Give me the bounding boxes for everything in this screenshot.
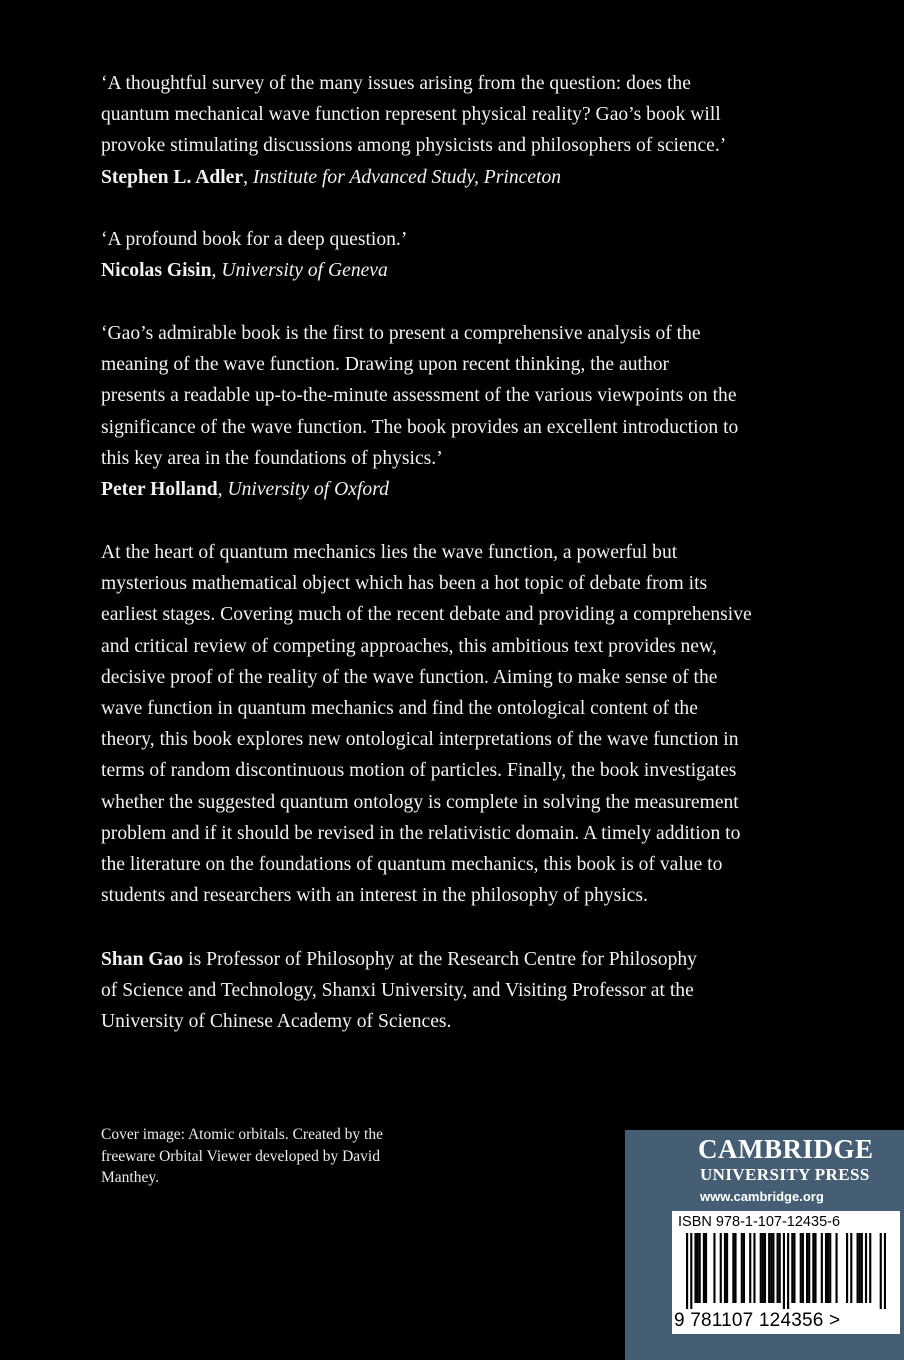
endorser-attribution xyxy=(101,474,801,505)
barcode-bar xyxy=(829,1233,831,1303)
barcode-bar xyxy=(762,1233,764,1303)
barcode-bar xyxy=(777,1233,779,1303)
publisher-panel xyxy=(625,1130,904,1360)
publisher-website: www.cambridge.org xyxy=(700,1189,824,1204)
barcode-guard-bar xyxy=(783,1233,785,1309)
description-line: terms of random discontinuous motion of particles. Finally, the book investigates xyxy=(101,760,737,782)
description-line: wave function in quantum mechanics and find the ontological content of the xyxy=(101,698,698,720)
quote-line: presents a readable up-to-the-minute assessment of the various viewpoints on the xyxy=(101,385,737,407)
description-line: and critical review of competing approaches, this ambitious text provides new, xyxy=(101,635,717,657)
attribution-separator: , xyxy=(211,260,222,282)
barcode-bar xyxy=(749,1233,751,1303)
quote-line: quantum mechanical wave function represent physical reality? Gao’s book will xyxy=(101,104,721,126)
endorsement-holland xyxy=(101,318,801,505)
endorser-name: Peter Holland xyxy=(101,479,218,501)
barcode-bar xyxy=(732,1233,734,1303)
barcode-bar xyxy=(703,1233,705,1303)
endorser-affiliation: University of Geneva xyxy=(221,260,388,282)
endorser-affiliation: University of Oxford xyxy=(227,479,389,501)
publisher-logo-subtitle: UNIVERSITY PRESS xyxy=(700,1165,870,1184)
author-bio xyxy=(101,944,801,1038)
barcode-bar xyxy=(806,1233,808,1303)
endorser-attribution xyxy=(101,255,801,286)
author-name: Shan Gao xyxy=(101,949,184,970)
barcode-bar xyxy=(802,1233,804,1303)
description-line: theory, this book explores new ontological interpretations of the wave function in xyxy=(101,729,739,751)
barcode-bar xyxy=(835,1233,837,1303)
quote-line: this key area in the foundations of physics.’ xyxy=(101,447,443,469)
barcode-guard-bar xyxy=(880,1233,882,1309)
barcode-bar xyxy=(779,1233,781,1303)
cover-image-credit xyxy=(101,1124,431,1189)
barcode-bar xyxy=(726,1233,728,1303)
barcode-bar xyxy=(861,1233,863,1303)
endorser-affiliation: Institute for Advanced Study, Princeton xyxy=(252,166,562,188)
credit-line: Cover image: Atomic orbitals. Created by the xyxy=(101,1126,383,1143)
endorser-name: Nicolas Gisin xyxy=(101,260,212,282)
barcode-bar xyxy=(825,1233,827,1303)
barcode-bar xyxy=(705,1233,707,1303)
barcode-bar xyxy=(850,1233,852,1303)
barcode-guard-bar xyxy=(690,1233,692,1309)
barcode-bars xyxy=(686,1233,886,1309)
description-line: problem and if it should be revised in the relativistic domain. A timely addition to xyxy=(101,822,741,844)
credit-line: Manthey. xyxy=(101,1169,159,1187)
attribution-separator: , xyxy=(217,479,228,501)
barcode-bar xyxy=(812,1233,814,1303)
author-bio-text: is Professor of Philosophy at the Research Centre for Philosophy xyxy=(183,949,697,970)
description-line: the literature on the foundations of quantum mechanics, this book is of value to xyxy=(101,854,723,876)
author-bio-line xyxy=(101,944,801,975)
barcode-bar xyxy=(741,1233,743,1303)
barcode-bar xyxy=(724,1233,726,1303)
quote-line: provoke stimulating discussions among physicists and philosophers of science.’ xyxy=(101,135,727,157)
barcode-bar xyxy=(793,1233,795,1303)
credit-line: freeware Orbital Viewer developed by David xyxy=(101,1147,380,1165)
book-description xyxy=(101,537,801,911)
endorser-attribution xyxy=(101,162,801,193)
barcode-bar xyxy=(800,1233,802,1303)
barcode-bar xyxy=(699,1233,701,1303)
barcode-bar xyxy=(791,1233,793,1303)
description-line: At the heart of quantum mechanics lies the wave function, a powerful but xyxy=(101,542,678,563)
barcode-bar xyxy=(720,1233,722,1303)
barcode-guard-bar xyxy=(884,1233,886,1309)
barcode-digits: 9 781107 124356 > xyxy=(674,1310,841,1331)
description-line: whether the suggested quantum ontology is complete in solving the measurement xyxy=(101,791,739,813)
attribution-separator: , xyxy=(243,166,253,188)
quote-line: meaning of the wave function. Drawing upon recent thinking, the author xyxy=(101,354,670,376)
barcode-bar xyxy=(821,1233,823,1303)
barcode-bar xyxy=(859,1233,861,1303)
author-bio-line: University of Chinese Academy of Sciences. xyxy=(101,1011,452,1033)
quote-line: ‘A profound book for a deep question.’ xyxy=(101,229,408,250)
author-bio-line: of Science and Technology, Shanxi University, and Visiting Professor at the xyxy=(101,980,694,1002)
publisher-logo-name: CAMBRIDGE xyxy=(698,1134,874,1164)
quote-line: ‘A thoughtful survey of the many issues arising from the question: does the xyxy=(101,73,691,94)
description-line: mysterious mathematical object which has been a hot topic of debate from its xyxy=(101,573,708,595)
barcode-bar xyxy=(827,1233,829,1303)
barcode-bar xyxy=(814,1233,816,1303)
barcode-bar xyxy=(743,1233,745,1303)
description-line: earliest stages. Covering much of the recent debate and providing a comprehensive xyxy=(101,604,752,626)
isbn-barcode xyxy=(672,1211,900,1334)
barcode-guard-bar xyxy=(686,1233,688,1309)
endorsement-gisin xyxy=(101,224,801,286)
description-line: students and researchers with an interest in the philosophy of physics. xyxy=(101,885,648,907)
barcode-bar xyxy=(770,1233,772,1303)
barcode-bar xyxy=(713,1233,715,1303)
endorser-name: Stephen L. Adler xyxy=(101,166,244,188)
barcode-bar xyxy=(772,1233,774,1303)
isbn-label: ISBN 978-1-107-12435-6 xyxy=(678,1214,841,1230)
barcode-bar xyxy=(764,1233,766,1303)
quote-line: ‘Gao’s admirable book is the first to present a comprehensive analysis of the xyxy=(101,323,701,344)
barcode-bar xyxy=(768,1233,770,1303)
barcode-bar xyxy=(734,1233,736,1303)
barcode-bar xyxy=(697,1233,699,1303)
endorsement-adler xyxy=(101,68,801,193)
barcode-bar xyxy=(865,1233,867,1303)
barcode-bar xyxy=(760,1233,762,1303)
barcode-bar xyxy=(753,1233,755,1303)
barcode-guard-bar xyxy=(787,1233,789,1309)
quote-line: significance of the wave function. The book provides an excellent introduction to xyxy=(101,416,739,438)
description-line: decisive proof of the reality of the wave function. Aiming to make sense of the xyxy=(101,666,718,688)
barcode-bar xyxy=(857,1233,859,1303)
barcode-bar xyxy=(869,1233,871,1303)
barcode-bar xyxy=(808,1233,810,1303)
barcode-bar xyxy=(694,1233,696,1303)
barcode-bar xyxy=(846,1233,848,1303)
